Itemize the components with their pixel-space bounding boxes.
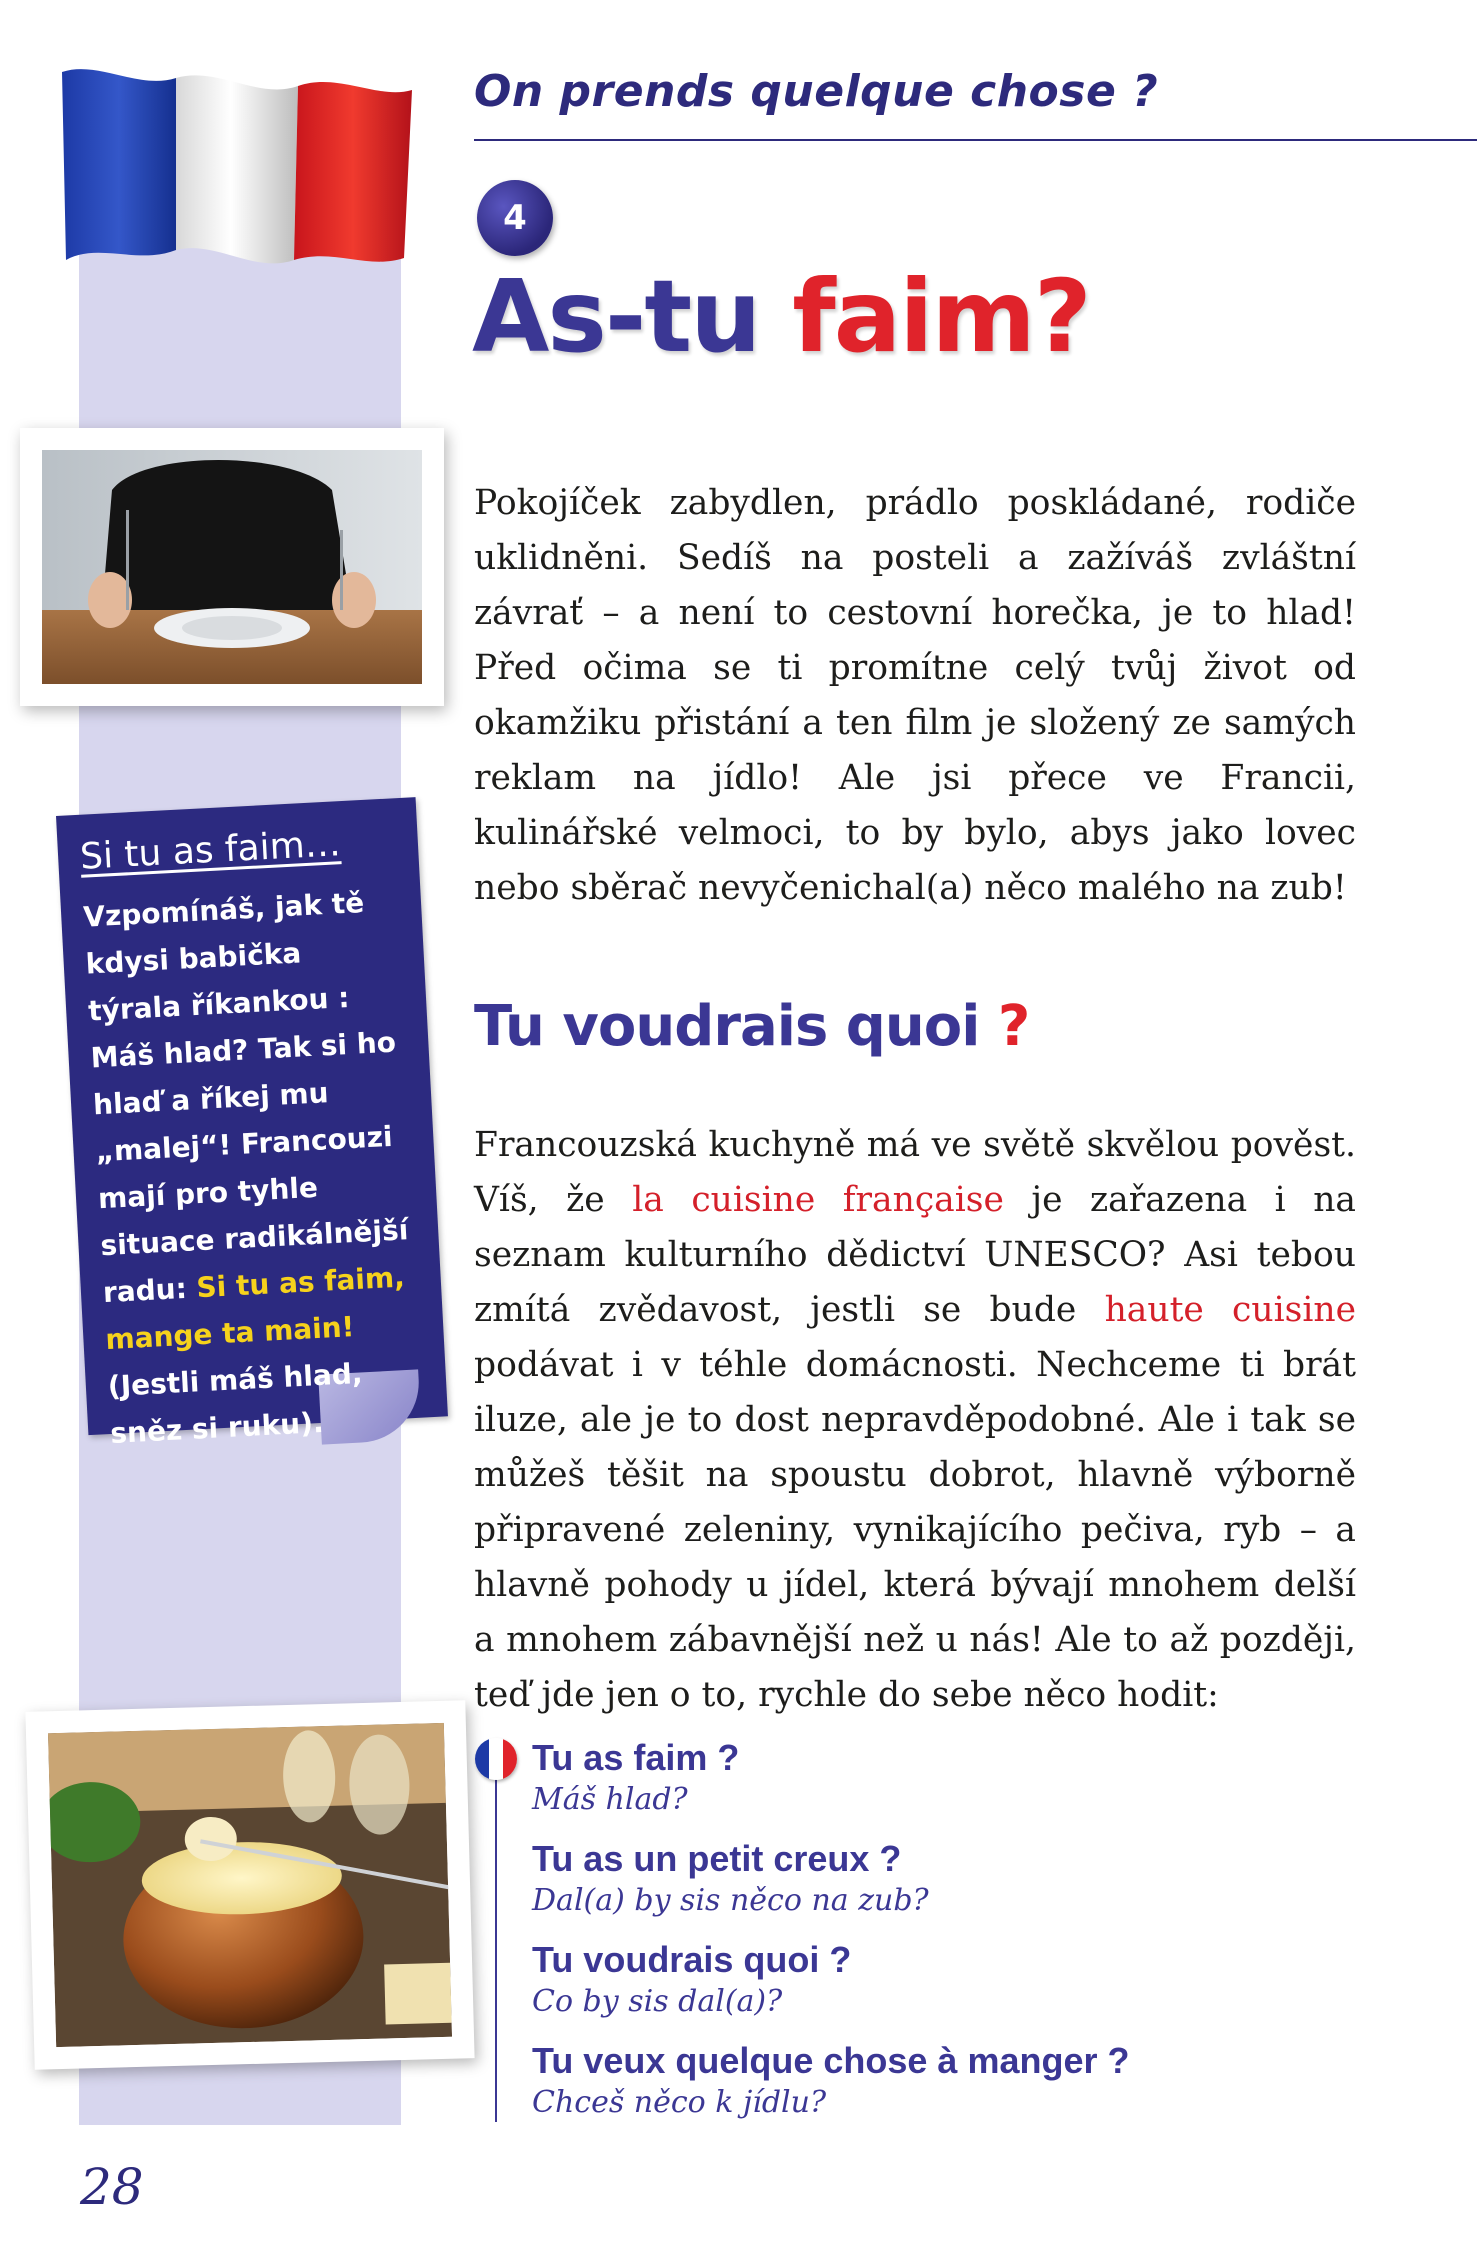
phrase-item xyxy=(532,1938,851,2022)
intro-paragraph: Pokojíček zabydlen, prádlo poskládané, rodiče uklidněni. Sedíš na posteli a zažíváš zvláštní závrať – a není to cestovní horečka, je to hlad! Před očima se ti promítne celý tvůj život od okamžiku přistání a ten film je složený ze samých reklam na jídlo! Ale jsi přece ve Francii, kulinářské velmoci, to by bylo, abys jako lovec nebo sběrač nevyčenichal(a) něco malého na zub! xyxy=(474,483,1356,908)
phrase-czech: Máš hlad? xyxy=(532,1782,688,1817)
highlight-cuisine-francaise: la cuisine française xyxy=(632,1180,1004,1220)
phrase-czech: Co by sis dal(a)? xyxy=(532,1984,783,2019)
photo-fondue xyxy=(25,1700,474,2069)
callout-content xyxy=(56,797,449,1458)
paragraph-mid: je zařazena i na seznam kulturního dědictví UNESCO? Asi tebou zmítá zvědavost, jestli se bude xyxy=(474,1180,1356,1330)
phrase-czech: Dal(a) by sis něco na zub? xyxy=(532,1883,929,1918)
phrase-french: Tu veux quelque chose à manger ? xyxy=(532,2040,1130,2081)
phrase-czech: Chceš něco k jídlu? xyxy=(532,2085,827,2120)
callout-title: Si tu as faim… xyxy=(79,823,342,878)
header-rule xyxy=(474,139,1477,141)
chapter-title: On prends quelque chose ? xyxy=(474,66,1159,117)
section-heading-mark: ? xyxy=(997,994,1030,1059)
title-part-2: faim? xyxy=(792,258,1090,375)
callout-text-start: Vzpomínáš, jak tě kdysi babička týrala říkankou : Máš hlad? Tak si ho hlaď a říkej mu „malej“! Francouzi mají pro tyhle situace radikálnější radu: xyxy=(82,886,410,1310)
section-heading xyxy=(474,994,1029,1059)
phrase-french: Tu as un petit creux ? xyxy=(532,1838,902,1879)
section-number-badge: 4 xyxy=(477,180,553,256)
callout-text-end: (Jestli máš hlad, sněz si ruku). xyxy=(107,1356,364,1450)
phrase-french: Tu as faim ? xyxy=(532,1737,740,1778)
phrase-item xyxy=(532,1736,739,1820)
paragraph-end: podávat i v téhle domácnosti. Nechceme ti brát iluze, ale je to dost nepravděpodobné. Ale i tak se můžeš těšit na spoustu dobrot, hlavně výborně připravené zeleniny, vynikajícího pečiva, ryb – a hlavně pohody u jídel, která bývají mnohem delší a mnohem zábavnější než u nás! Ale to až později, teď jde jen o to, rychle do sebe něco hodit: xyxy=(474,1345,1356,1715)
page-title xyxy=(472,258,1090,375)
highlight-haute-cuisine: haute cuisine xyxy=(1104,1290,1356,1330)
title-part-1: As-tu xyxy=(472,258,760,375)
phrase-item xyxy=(532,1837,929,1921)
section-heading-text: Tu voudrais quoi xyxy=(474,994,980,1059)
page-number: 28 xyxy=(80,2158,144,2216)
callout-text xyxy=(82,877,429,1457)
photo-empty-plate xyxy=(20,428,444,706)
callout-highlight: Si tu as faim, mange ta main! xyxy=(104,1260,406,1357)
phrase-list-line xyxy=(495,1762,497,2122)
phrase-item xyxy=(532,2039,1129,2123)
empty-plate-image xyxy=(42,450,422,684)
paragraph-start: Francouzská kuchyně má ve světě skvělou pověst. Víš, že xyxy=(474,1125,1356,1220)
fondue-image xyxy=(48,1723,452,2047)
french-flag-icon xyxy=(58,60,416,280)
section-paragraph xyxy=(474,1118,1356,1723)
phrase-french: Tu voudrais quoi ? xyxy=(532,1939,852,1980)
french-flag-bullet-icon xyxy=(475,1738,517,1780)
